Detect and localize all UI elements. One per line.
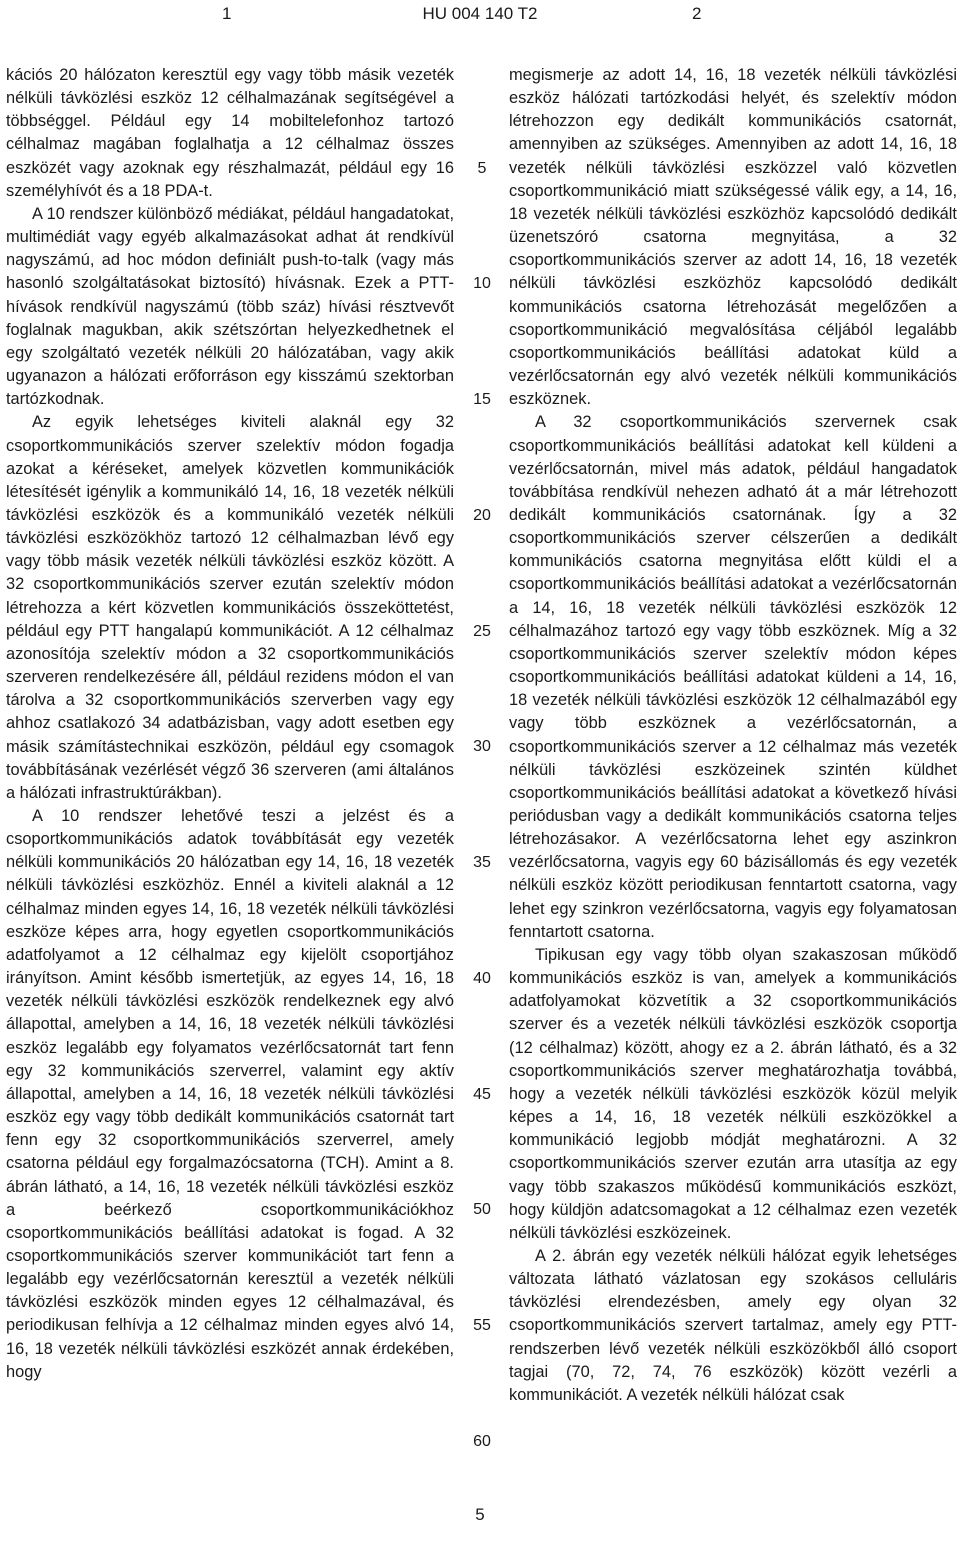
left-column bbox=[6, 64, 454, 1384]
left-paragraph: A 10 rendszer lehetővé teszi a jelzést és a csoportkommunikációs adatok továbbítását egy vezeték nélküli kommunikációs 20 hálózatban egy 14, 16, 18 vezeték nélküli távközlési eszközhöz. Ennél a kiviteli alaknál a 12 célhalmaz minden egyes 14, 16, 18 vezeték nélküli távközlési eszköze képes arra, hogy egyetlen csoportkommunikációs adatfolyamot a 12 célhalmaz egy kijelölt csoportjához irányítson. Amint később ismertetjük, az egyes 14, 16, 18 vezeték nélküli távközlési eszközök rendelkeznek egy alvó állapottal, amelyben a 14, 16, 18 vezeték nélküli távközlési eszköz legalább egy folyamatos vezérlőcsatornát tart fenn egy 32 kommunikációs szerverrel, valamint egy aktív állapottal, amelyben a 14, 16, 18 vezeték nélküli távközlési eszköz egy vagy több dedikált kommunikációs csatornát tart fenn egy 32 csoportkommunikációs szerverrel, amely csatorna például egy forgalmazócsatorna (TCH). Amint a 8. ábrán látható, a 14, 16, 18 vezeték nélküli távközlési eszköz a beérkező csoportkommunikációkhoz csoportkommunikációs beállítási adatokat is fogad. A 32 csoportkommunikációs szerver kommunikációt tart fenn a legalább egy vezérlőcsatornán keresztül a vezeték nélküli távközlési eszközök minden egyes 12 célhalmazával, és periodikusan felhívja a 12 célhalmaz minden egyes alvó 14, 16, 18 vezeték nélküli távközlési eszközét annak érdekében, hogy bbox=[6, 807, 454, 1381]
line-number: 10 bbox=[473, 275, 491, 293]
document-id: HU 004 140 T2 bbox=[422, 4, 538, 23]
line-number: 25 bbox=[473, 622, 491, 640]
line-number: 60 bbox=[473, 1432, 491, 1450]
line-number: 40 bbox=[473, 969, 491, 987]
left-page-number: 1 bbox=[222, 4, 232, 23]
right-paragraph: A 2. ábrán egy vezeték nélküli hálózat egyik lehetséges változata látható vázlatosan egy szokásos celluláris távközlési elrendezésben, amely egy olyan 32 csoportkommunikációs szervert tartalmaz, amely egy PTT-rendszerben lévő vezeték nélküli eszközökből álló csoport tagjai (70, 72, 74, 76 eszközök) között vezérli a kommunikációt. A vezeték nélküli hálózat csak bbox=[509, 1246, 957, 1404]
left-paragraph: Az egyik lehetséges kiviteli alaknál egy 32 csoportkommunikációs szerver szelektív módon fogadja azokat a kéréseket, amelyek közvetlen kommunikációk létesítését igénylik a kommunikáló 14, 16, 18 vezeték nélküli távközlési eszközök és a kommunikáló vezeték nélküli távközlési eszközökhöz tartozó 12 célhalmazban lévő egy vagy több másik vezeték nélküli távközlési eszköz között. A 32 csoportkommunikációs szerver ezután szelektív módon létrehozza a kért közvetlen kommunikációs összeköttetést, például egy PTT hangalapú kommunikációt. A 12 célhalmaz azonosítója szelektív módon a 32 csoportkommunikációs szerveren rendelkezésére áll, például rezidens módon el van tárolva a 32 csoportkommunikációs szerverben vagy egy ahhoz csatlakozó 34 adatbázisban, vagy adott esetben egy másik számítástechnikai eszközön, például egy csomagok továbbításának vezérlését végző 36 szerveren (ami általános a hálózati infrastruktúrákban). bbox=[6, 413, 454, 802]
right-paragraph: A 32 csoportkommunikációs szervernek csak csoportkommunikációs beállítási adatokat kell küldeni a vezérlőcsatornán, mivel más adatok, például hangadatok továbbítása rendkívül nehezen adható át a már létrehozott dedikált kommunikációs csatornának. Így a 32 csoportkommunikációs szerver célszerűen a dedikált kommunikációs csatorna megnyitása előtt küldi el a csoportkommunikációs beállítási adatokat a vezérlőcsatornán a 14, 16, 18 vezeték nélküli távközlési eszközök 12 célhalmazához tartozó egy vagy több eszköznek. Míg a 32 csoportkommunikációs szerver szelektív módon képes csoportkommunikációs beállítási adatokat küldeni a 14, 16, 18 vezeték nélküli távközlési eszközök 12 célhalmazából egy vagy több eszköznek a vezérlőcsatornán, a csoportkommunikációs szerver a 12 célhalmaz más vezeték nélküli távközlési eszközeinek szintén küldhet csoportkommunikációs beállítási adatokat a következő hívási periódusban vagy a dedikált kommunikációs csatorna teljes létrehozásakor. A vezérlőcsatorna lehet egy aszinkron vezérlőcsatorna, vagyis egy 60 bázisállomás és egy vezeték nélküli eszköz között periodikusan fenntartott csatorna, vagy lehet egy szinkron vezérlőcsatorna, vagyis egy folyamatosan fenntartott csatorna. bbox=[509, 413, 957, 941]
right-column bbox=[509, 64, 957, 1407]
line-number: 30 bbox=[473, 738, 491, 756]
left-paragraph: kációs 20 hálózaton keresztül egy vagy több másik vezeték nélküli távközlési eszköz 12 célhalmazának segítségével a többséggel. Például egy 14 mobiltelefonhoz tartozó célhalmaz magában foglalhatja a 12 célhalmaz összes eszközét vagy azoknak egy részhalmazát, például egy 16 személyhívót és a 18 PDA-t. bbox=[6, 66, 454, 200]
line-number: 20 bbox=[473, 506, 491, 524]
right-page-number: 2 bbox=[692, 4, 702, 23]
line-number: 35 bbox=[473, 854, 491, 872]
right-paragraph: megismerje az adott 14, 16, 18 vezeték nélküli távközlési eszköz hálózati tartózkodási helyét, és szelektív módon létrehozzon egy dedikált kommunikációs csatornát, amennyiben az szükséges. Amennyiben az adott 14, 16, 18 vezeték nélküli távközlési eszközzel való közvetlen csoportkommunikáció miatt szükségessé válik egy, a 14, 16, 18 vezeték nélküli távközlési eszközhöz kapcsolódó dedikált üzenetszóró csatorna megnyitása, a 32 csoportkommunikációs szerver az adott 14, 16, 18 vezeték nélküli távközlési eszközhöz kapcsolódó dedikált kommunikációs csatorna létrehozását megelőzően a csoportkommunikáció megvalósítása céljából legalább csoportkommunikációs beállítási adatokat küld a vezérlőcsatornán egy alvó vezeték nélküli kommunikációs eszköznek. bbox=[509, 66, 957, 409]
page-footer-number: 5 bbox=[475, 1505, 485, 1524]
page-header bbox=[0, 0, 960, 28]
line-number: 45 bbox=[473, 1085, 491, 1103]
line-number: 5 bbox=[477, 159, 487, 177]
line-number: 55 bbox=[473, 1317, 491, 1335]
right-paragraph: Tipikusan egy vagy több olyan szakaszosan működő kommunikációs eszköz is van, amelyek a kommunikációs adatfolyamokat közvetítik a 32 csoportkommunikációs szerver és a vezeték nélküli távközlési eszközök csoportja (12 célhalmaz) között, ahogy ez a 2. ábrán látható, és a 32 csoportkommunikációs szerver meghatározhatja továbbá, hogy a vezeték nélküli távközlési eszközök közül melyik képes a 14, 16, 18 vezeték nélküli eszközökkel a kommunikáció legjobb módját meghatározni. A 32 csoportkommunikációs szerver ezután arra utasítja az egy vagy több szakaszos működésű kommunikációs eszközt, hogy küldjön adatcsomagokat a 12 célhalmaz ezen vezeték nélküli távközlési eszközeinek. bbox=[509, 945, 957, 1242]
line-number: 50 bbox=[473, 1201, 491, 1219]
line-number: 15 bbox=[473, 391, 491, 409]
left-paragraph: A 10 rendszer különböző médiákat, például hangadatokat, multimédiát vagy egyéb alkalmazásokat adhat át rendkívül nagyszámú, ad hoc módon definiált push-to-talk (vagy más hasonló szolgáltatásokat biztosító) hívásnak. Ezek a PTT-hívások rendkívül nagyszámú (több száz) hívási résztvevőt foglalnak magukban, akik szétszórtan helyezkedhetnek el egy szolgáltató vezeték nélküli 20 hálózatában, vagy akik ugyanazon a hálózati erőforráson egy kisszámú szektorban tartózkodnak. bbox=[6, 204, 454, 409]
